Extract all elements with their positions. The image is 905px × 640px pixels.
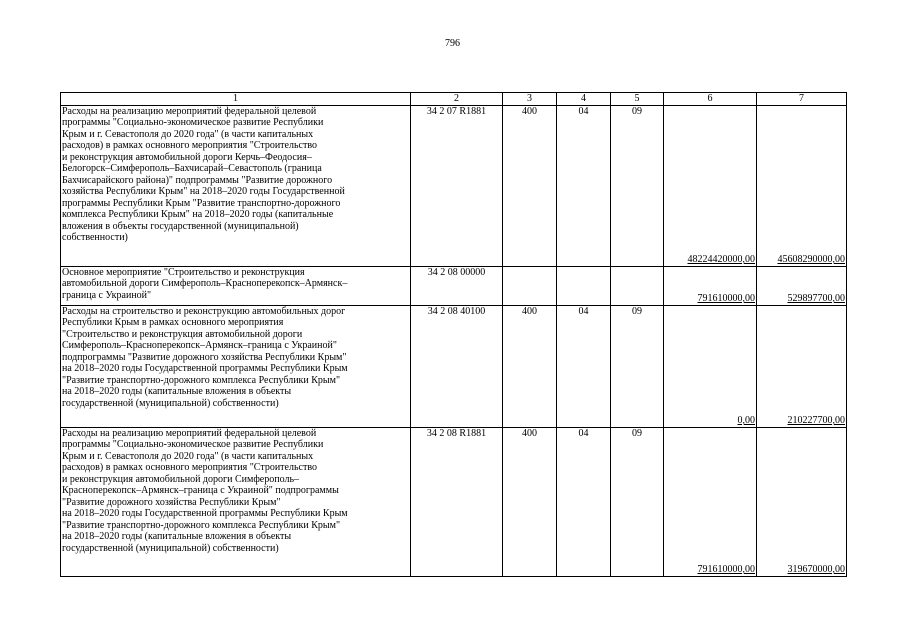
table-row	[61, 305, 847, 427]
row-code: 34 2 08 R1881	[411, 427, 503, 576]
row-description: Расходы на реализацию мероприятий федеральной целевой программы "Социально-экономическое развитие Республики Крым и г. Севастополя до 2020 года" (в части капитальных расходов) в рамках основного мероприятия "Строительство и реконструкция автомобильной дороги Керчь–Феодосия– Белогорск–Симферополь–Бахчисарай–Севастополь (граница Бахчисарайского района)" подпрограммы "Развитие дорожного хозяйства Республики Крым" на 2018–2020 годы Государственной программы Республики Крым "Развитие транспортно-дорожного комплекса Республики Крым" на 2018–2020 годы (капитальные вложения в объекты государственной (муниципальной) собственности)	[61, 105, 411, 266]
row-col3: 400	[503, 105, 557, 266]
budget-table	[60, 92, 847, 577]
row-code: 34 2 08 00000	[411, 266, 503, 305]
column-header: 7	[757, 93, 847, 106]
row-amount-2019: 791610000,00	[664, 266, 757, 305]
row-col4: 04	[557, 105, 611, 266]
row-description: Расходы на строительство и реконструкцию автомобильных дорог Республики Крым в рамках основного мероприятия "Строительство и реконструкция автомобильной дороги Симферополь–Красноперекопск–Армянск–граница с Украиной" подпрограммы "Развитие дорожного хозяйства Республики Крым" на 2018–2020 годы Государственной программы Республики Крым "Развитие транспортно-дорожного комплекса Республики Крым" на 2018–2020 годы (капитальные вложения в объекты государственной (муниципальной) собственности)	[61, 305, 411, 427]
row-amount-2020: 319670000,00	[757, 427, 847, 576]
row-description: Основное мероприятие "Строительство и реконструкция автомобильной дороги Симферополь–Красноперекопск–Армянск– граница с Украиной"	[61, 266, 411, 305]
row-col5	[611, 266, 664, 305]
column-header: 1	[61, 93, 411, 106]
row-amount-2019: 0,00	[664, 305, 757, 427]
table-row	[61, 105, 847, 266]
table-row	[61, 427, 847, 576]
row-amount-2020: 529897700,00	[757, 266, 847, 305]
row-col5: 09	[611, 105, 664, 266]
row-amount-2020: 210227700,00	[757, 305, 847, 427]
page-number: 796	[445, 38, 460, 49]
table-header-row	[61, 93, 847, 106]
row-amount-2019: 48224420000,00	[664, 105, 757, 266]
column-header: 4	[557, 93, 611, 106]
column-header: 2	[411, 93, 503, 106]
row-col3: 400	[503, 427, 557, 576]
row-col4: 04	[557, 305, 611, 427]
row-code: 34 2 07 R1881	[411, 105, 503, 266]
row-col4: 04	[557, 427, 611, 576]
row-amount-2020: 45608290000,00	[757, 105, 847, 266]
row-col5: 09	[611, 427, 664, 576]
row-col3: 400	[503, 305, 557, 427]
row-col4	[557, 266, 611, 305]
row-description: Расходы на реализацию мероприятий федеральной целевой программы "Социально-экономическое развитие Республики Крым и г. Севастополя до 2020 года" (в части капитальных расходов) в рамках основного мероприятия "Строительство и реконструкция автомобильной дороги Симферополь– Красноперекопск–Армянск–граница с Украиной" подпрограммы "Развитие дорожного хозяйства Республики Крым" на 2018–2020 годы Государственной программы Республики Крым "Развитие транспортно-дорожного комплекса Республики Крым" на 2018–2020 годы (капитальные вложения в объекты государственной (муниципальной) собственности)	[61, 427, 411, 576]
table-row	[61, 266, 847, 305]
row-col5: 09	[611, 305, 664, 427]
row-code: 34 2 08 40100	[411, 305, 503, 427]
row-amount-2019: 791610000,00	[664, 427, 757, 576]
column-header: 5	[611, 93, 664, 106]
column-header: 6	[664, 93, 757, 106]
row-col3	[503, 266, 557, 305]
column-header: 3	[503, 93, 557, 106]
